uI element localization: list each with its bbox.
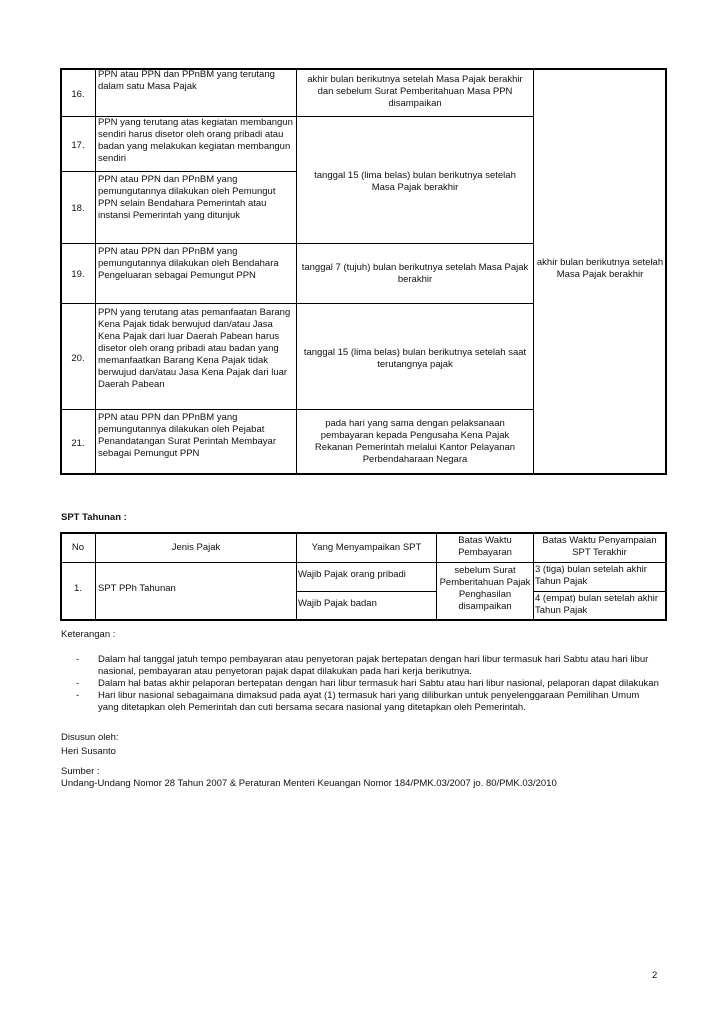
batas-waktu-cell: akhir bulan berikutnya setelah Masa Pajak berakhir dan sebelum Surat Pemberitahuan Masa PPN disampaikan [307,74,523,109]
header-jenis: Jenis Pajak [171,542,221,553]
row-number: 18. [71,203,85,214]
batas-waktu-cell: tanggal 15 (lima belas) bulan berikutnya setelah saat terutangnya pajak [303,347,527,370]
list-item: Hari libur nasional sebagaimana dimaksud pada ayat (1) termasuk hari yang diliburkan untuk penyelenggaraan Pemilihan Umum yang ditetapkan oleh Pemerintah dan cuti bersama secara nasional yang ditetapkan oleh Pemerintah. [98,690,640,713]
header-no: No [71,542,85,553]
batas-waktu-cell: tanggal 7 (tujuh) bulan berikutnya setelah Masa Pajak berakhir [301,262,529,285]
row-number: 1. [74,583,82,594]
penyampaian-badan: 4 (empat) bulan setelah akhir Tahun Pajak [535,593,659,616]
jenis-pajak-cell: PPN atau PPN dan PPnBM yang pemungutannya dilakukan oleh Pemungut PPN selain Bendahara Pemerintah atau instansi Pemerintah yang ditunjuk [98,174,276,221]
batas-waktu-cell: tanggal 15 (lima belas) bulan berikutnya setelah Masa Pajak berakhir [314,170,516,193]
row-number: 16. [71,89,85,100]
row-number: 21. [71,438,85,449]
wp-orang-pribadi: Wajib Pajak orang pribadi [298,569,406,580]
disusun-label: Disusun oleh: [61,732,119,743]
keterangan-label: Keterangan : [61,629,116,640]
section-title: SPT Tahunan : [61,512,127,523]
sumber-text: Undang-Undang Nomor 28 Tahun 2007 & Peraturan Menteri Keuangan Nomor 184/PMK.03/2007 jo. 80/PMK.03/2010 [61,778,557,789]
jenis-pajak-cell: PPN atau PPN dan PPnBM yang terutang dalam satu Masa Pajak [98,69,275,92]
row-number: 19. [71,269,85,280]
row-number: 20. [71,353,85,364]
batas-spt-cell: akhir bulan berikutnya setelah Masa Pajak berakhir [536,257,664,280]
row-number: 17. [71,140,85,151]
list-bullet: - [76,690,80,701]
page-number: 2 [652,970,658,981]
penyampaian-op: 3 (tiga) bulan setelah akhir Tahun Pajak [535,564,647,587]
disusun-name: Heri Susanto [61,746,116,757]
header-penyampaian: Batas Waktu Penyampaian SPT Terakhir [542,535,657,558]
jenis-pajak-cell: PPN atau PPN dan PPnBM yang pemungutannya dilakukan oleh Pejabat Penandatangan Surat Perintah Membayar sebagai Pemungut PPN [98,412,276,459]
batas-waktu-cell: pada hari yang sama dengan pelaksanaan pembayaran kepada Pengusaha Kena Pajak Rekanan Pemerintah melalui Kantor Pelayanan Perbendaharaan Negara [314,418,516,465]
list-item: Dalam hal tanggal jatuh tempo pembayaran atau penyetoran pajak bertepatan dengan hari libur termasuk hari Sabtu atau hari libur nasional, pembayaran atau penyetoran pajak dapat dilakukan pada hari kerja berikutnya. [98,654,649,677]
list-item: Dalam hal batas akhir pelaporan bertepatan dengan hari libur termasuk hari Sabtu atau hari libur nasional, pelaporan dapat dilakukan [98,678,659,689]
jenis-pajak-cell: PPN atau PPN dan PPnBM yang pemungutannya dilakukan oleh Bendahara Pengeluaran sebagai Pemungut PPN [98,246,279,281]
header-batas: Batas Waktu Pembayaran [458,535,512,558]
header-yang: Yang Menyampaikan SPT [311,542,422,553]
jenis-pajak-cell: PPN yang terutang atas pemanfaatan Barang Kena Pajak tidak berwujud dan/atau Jasa Kena Pajak dari luar Daerah Pabean harus disetor oleh orang pribadi atau badan yang memanfaatkan Barang Kena Pajak tidak berwujud dan/atau Jasa Kena Pajak dari luar Daerah Pabean [98,307,291,390]
sumber-label: Sumber : [61,766,100,777]
jenis-pajak-cell: PPN yang terutang atas kegiatan membangun sendiri harus disetor oleh orang pribadi atau badan yang melakukan kegiatan membangun sendiri [98,117,293,164]
list-bullet: - [76,678,80,689]
wp-badan: Wajib Pajak badan [298,598,377,609]
batas-pembayaran-cell: sebelum Surat Pemberitahuan Pajak Penghasilan disampaikan [439,565,531,612]
jenis-pajak-cell: SPT PPh Tahunan [98,583,176,594]
list-bullet: - [76,654,80,665]
